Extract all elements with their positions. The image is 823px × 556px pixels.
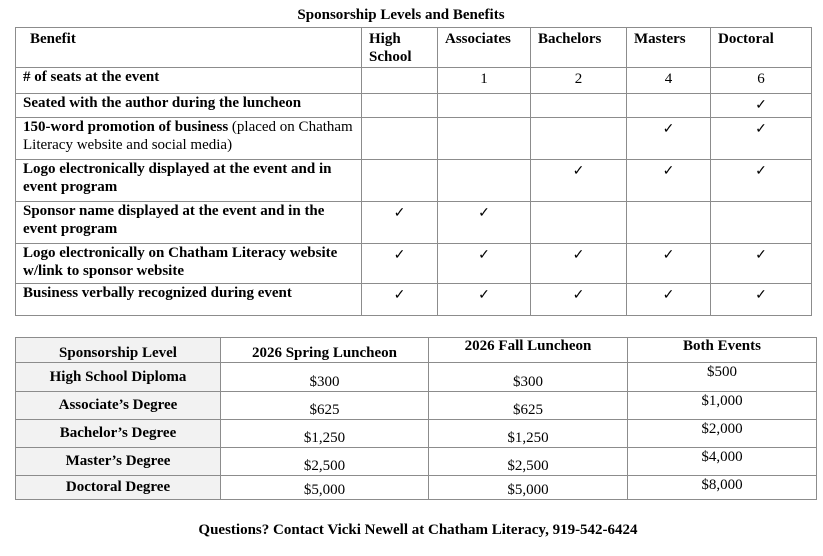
benefit-label-bold: Seated with the author during the luncheon xyxy=(23,95,302,111)
seat-count: 2 xyxy=(574,71,583,87)
sponsorship-level: Master’s Degree xyxy=(16,448,221,476)
benefit-cell-bachelors xyxy=(531,118,627,160)
benefit-row xyxy=(16,160,812,202)
benefit-cell-doctoral xyxy=(711,202,812,244)
benefit-cell-doctoral xyxy=(711,68,812,94)
benefit-cell-bachelors xyxy=(531,94,627,118)
checkmark-icon: ✓ xyxy=(755,122,767,137)
spring-price: $5,000 xyxy=(221,476,429,500)
benefit-cell-masters xyxy=(627,68,711,94)
sponsorship-level: High School Diploma xyxy=(16,363,221,392)
benefit-label xyxy=(16,94,362,118)
benefit-cell-doctoral xyxy=(711,244,812,284)
both-events-price: $2,000 xyxy=(628,420,817,448)
checkmark-icon: ✓ xyxy=(572,248,585,263)
checkmark-icon: ✓ xyxy=(662,122,675,137)
checkmark-icon: ✓ xyxy=(393,288,406,303)
benefit-label xyxy=(16,284,362,316)
benefit-cell-doctoral xyxy=(711,118,812,160)
benefit-label-bold: Sponsor name displayed at the event and in the event program xyxy=(23,203,325,237)
benefit-cell-high-school xyxy=(362,284,438,316)
benefits-header-row xyxy=(16,28,812,68)
checkmark-icon: ✓ xyxy=(755,288,767,303)
benefit-cell-masters xyxy=(627,284,711,316)
pricing-row xyxy=(16,448,817,476)
both-events-price: $4,000 xyxy=(628,448,817,476)
sponsorship-level: Bachelor’s Degree xyxy=(16,420,221,448)
checkmark-icon: ✓ xyxy=(572,164,585,179)
spring-price: $1,250 xyxy=(221,420,429,448)
header-bachelors: Bachelors xyxy=(531,28,627,68)
checkmark-icon: ✓ xyxy=(755,98,767,113)
both-events-price: $1,000 xyxy=(628,392,817,420)
checkmark-icon: ✓ xyxy=(572,288,585,303)
header-fall-luncheon: 2026 Fall Luncheon xyxy=(429,338,628,363)
checkmark-icon: ✓ xyxy=(662,164,675,179)
benefit-label xyxy=(16,118,362,160)
benefit-cell-masters xyxy=(627,160,711,202)
checkmark-icon: ✓ xyxy=(393,206,406,221)
benefit-cell-masters xyxy=(627,244,711,284)
checkmark-icon: ✓ xyxy=(662,288,675,303)
seat-count: 4 xyxy=(664,71,673,87)
seat-count: 6 xyxy=(757,71,765,87)
benefit-cell-associates xyxy=(438,160,531,202)
checkmark-icon: ✓ xyxy=(662,248,675,263)
spring-price: $300 xyxy=(221,363,429,392)
benefit-cell-associates xyxy=(438,284,531,316)
benefit-cell-high-school xyxy=(362,118,438,160)
checkmark-icon: ✓ xyxy=(393,248,406,263)
pricing-row xyxy=(16,420,817,448)
benefit-cell-associates xyxy=(438,94,531,118)
benefit-cell-high-school xyxy=(362,202,438,244)
header-benefit: Benefit xyxy=(16,28,362,68)
fall-price: $1,250 xyxy=(429,420,628,448)
seat-count: 1 xyxy=(480,71,488,87)
benefit-cell-doctoral xyxy=(711,94,812,118)
benefit-label-bold: 150-word promotion of business xyxy=(23,119,229,135)
benefit-cell-bachelors xyxy=(531,284,627,316)
benefit-label-bold: Business verbally recognized during event xyxy=(23,285,292,301)
benefit-row xyxy=(16,94,812,118)
header-associates: Associates xyxy=(438,28,531,68)
benefit-cell-masters xyxy=(627,202,711,244)
benefit-cell-high-school xyxy=(362,94,438,118)
header-spring-luncheon: 2026 Spring Luncheon xyxy=(221,338,429,363)
checkmark-icon: ✓ xyxy=(755,248,767,263)
benefit-label xyxy=(16,160,362,202)
benefit-label xyxy=(16,244,362,284)
header-masters: Masters xyxy=(627,28,711,68)
header-both-events: Both Events xyxy=(628,338,817,363)
benefit-row xyxy=(16,118,812,160)
benefit-cell-masters xyxy=(627,94,711,118)
spring-price: $2,500 xyxy=(221,448,429,476)
sponsorship-level: Doctoral Degree xyxy=(16,476,221,500)
header-doctoral: Doctoral xyxy=(711,28,812,68)
benefit-label-bold: Logo electronically displayed at the event and in event program xyxy=(23,161,332,195)
benefit-label-detail: (placed on Chatham Literacy website and social media) xyxy=(23,119,353,153)
benefit-label xyxy=(16,202,362,244)
checkmark-icon: ✓ xyxy=(478,288,490,303)
benefit-row xyxy=(16,284,812,316)
fall-price: $300 xyxy=(429,363,628,392)
benefit-label-bold: Logo electronically on Chatham Literacy website w/link to sponsor website xyxy=(23,245,338,279)
spring-price: $625 xyxy=(221,392,429,420)
benefit-cell-bachelors xyxy=(531,202,627,244)
benefits-table xyxy=(15,27,812,316)
header-sponsorship-level: Sponsorship Level xyxy=(16,338,221,363)
benefit-cell-associates xyxy=(438,118,531,160)
benefit-cell-associates xyxy=(438,68,531,94)
pricing-row xyxy=(16,392,817,420)
checkmark-icon: ✓ xyxy=(478,248,490,263)
pricing-header-row xyxy=(16,338,817,363)
checkmark-icon: ✓ xyxy=(478,206,490,221)
both-events-price: $500 xyxy=(628,363,817,392)
benefit-cell-bachelors xyxy=(531,160,627,202)
benefit-label xyxy=(16,68,362,94)
fall-price: $5,000 xyxy=(429,476,628,500)
sponsorship-level: Associate’s Degree xyxy=(16,392,221,420)
pricing-row xyxy=(16,363,817,392)
benefit-cell-doctoral xyxy=(711,284,812,316)
benefit-cell-high-school xyxy=(362,68,438,94)
benefit-cell-masters xyxy=(627,118,711,160)
fall-price: $2,500 xyxy=(429,448,628,476)
benefit-cell-doctoral xyxy=(711,160,812,202)
contact-footer: Questions? Contact Vicki Newell at Chatham Literacy, 919-542-6424 xyxy=(198,522,638,538)
benefit-cell-associates xyxy=(438,244,531,284)
both-events-price: $8,000 xyxy=(628,476,817,500)
benefit-cell-bachelors xyxy=(531,68,627,94)
fall-price: $625 xyxy=(429,392,628,420)
pricing-row xyxy=(16,476,817,500)
header-high-school: High School xyxy=(362,28,438,68)
benefit-cell-high-school xyxy=(362,160,438,202)
benefit-cell-high-school xyxy=(362,244,438,284)
benefit-row xyxy=(16,244,812,284)
pricing-table xyxy=(15,337,817,500)
benefit-row xyxy=(16,68,812,94)
benefit-row xyxy=(16,202,812,244)
benefit-cell-associates xyxy=(438,202,531,244)
page-title: Sponsorship Levels and Benefits xyxy=(297,7,505,23)
benefit-cell-bachelors xyxy=(531,244,627,284)
checkmark-icon: ✓ xyxy=(755,164,767,179)
benefit-label-bold: # of seats at the event xyxy=(23,69,160,85)
